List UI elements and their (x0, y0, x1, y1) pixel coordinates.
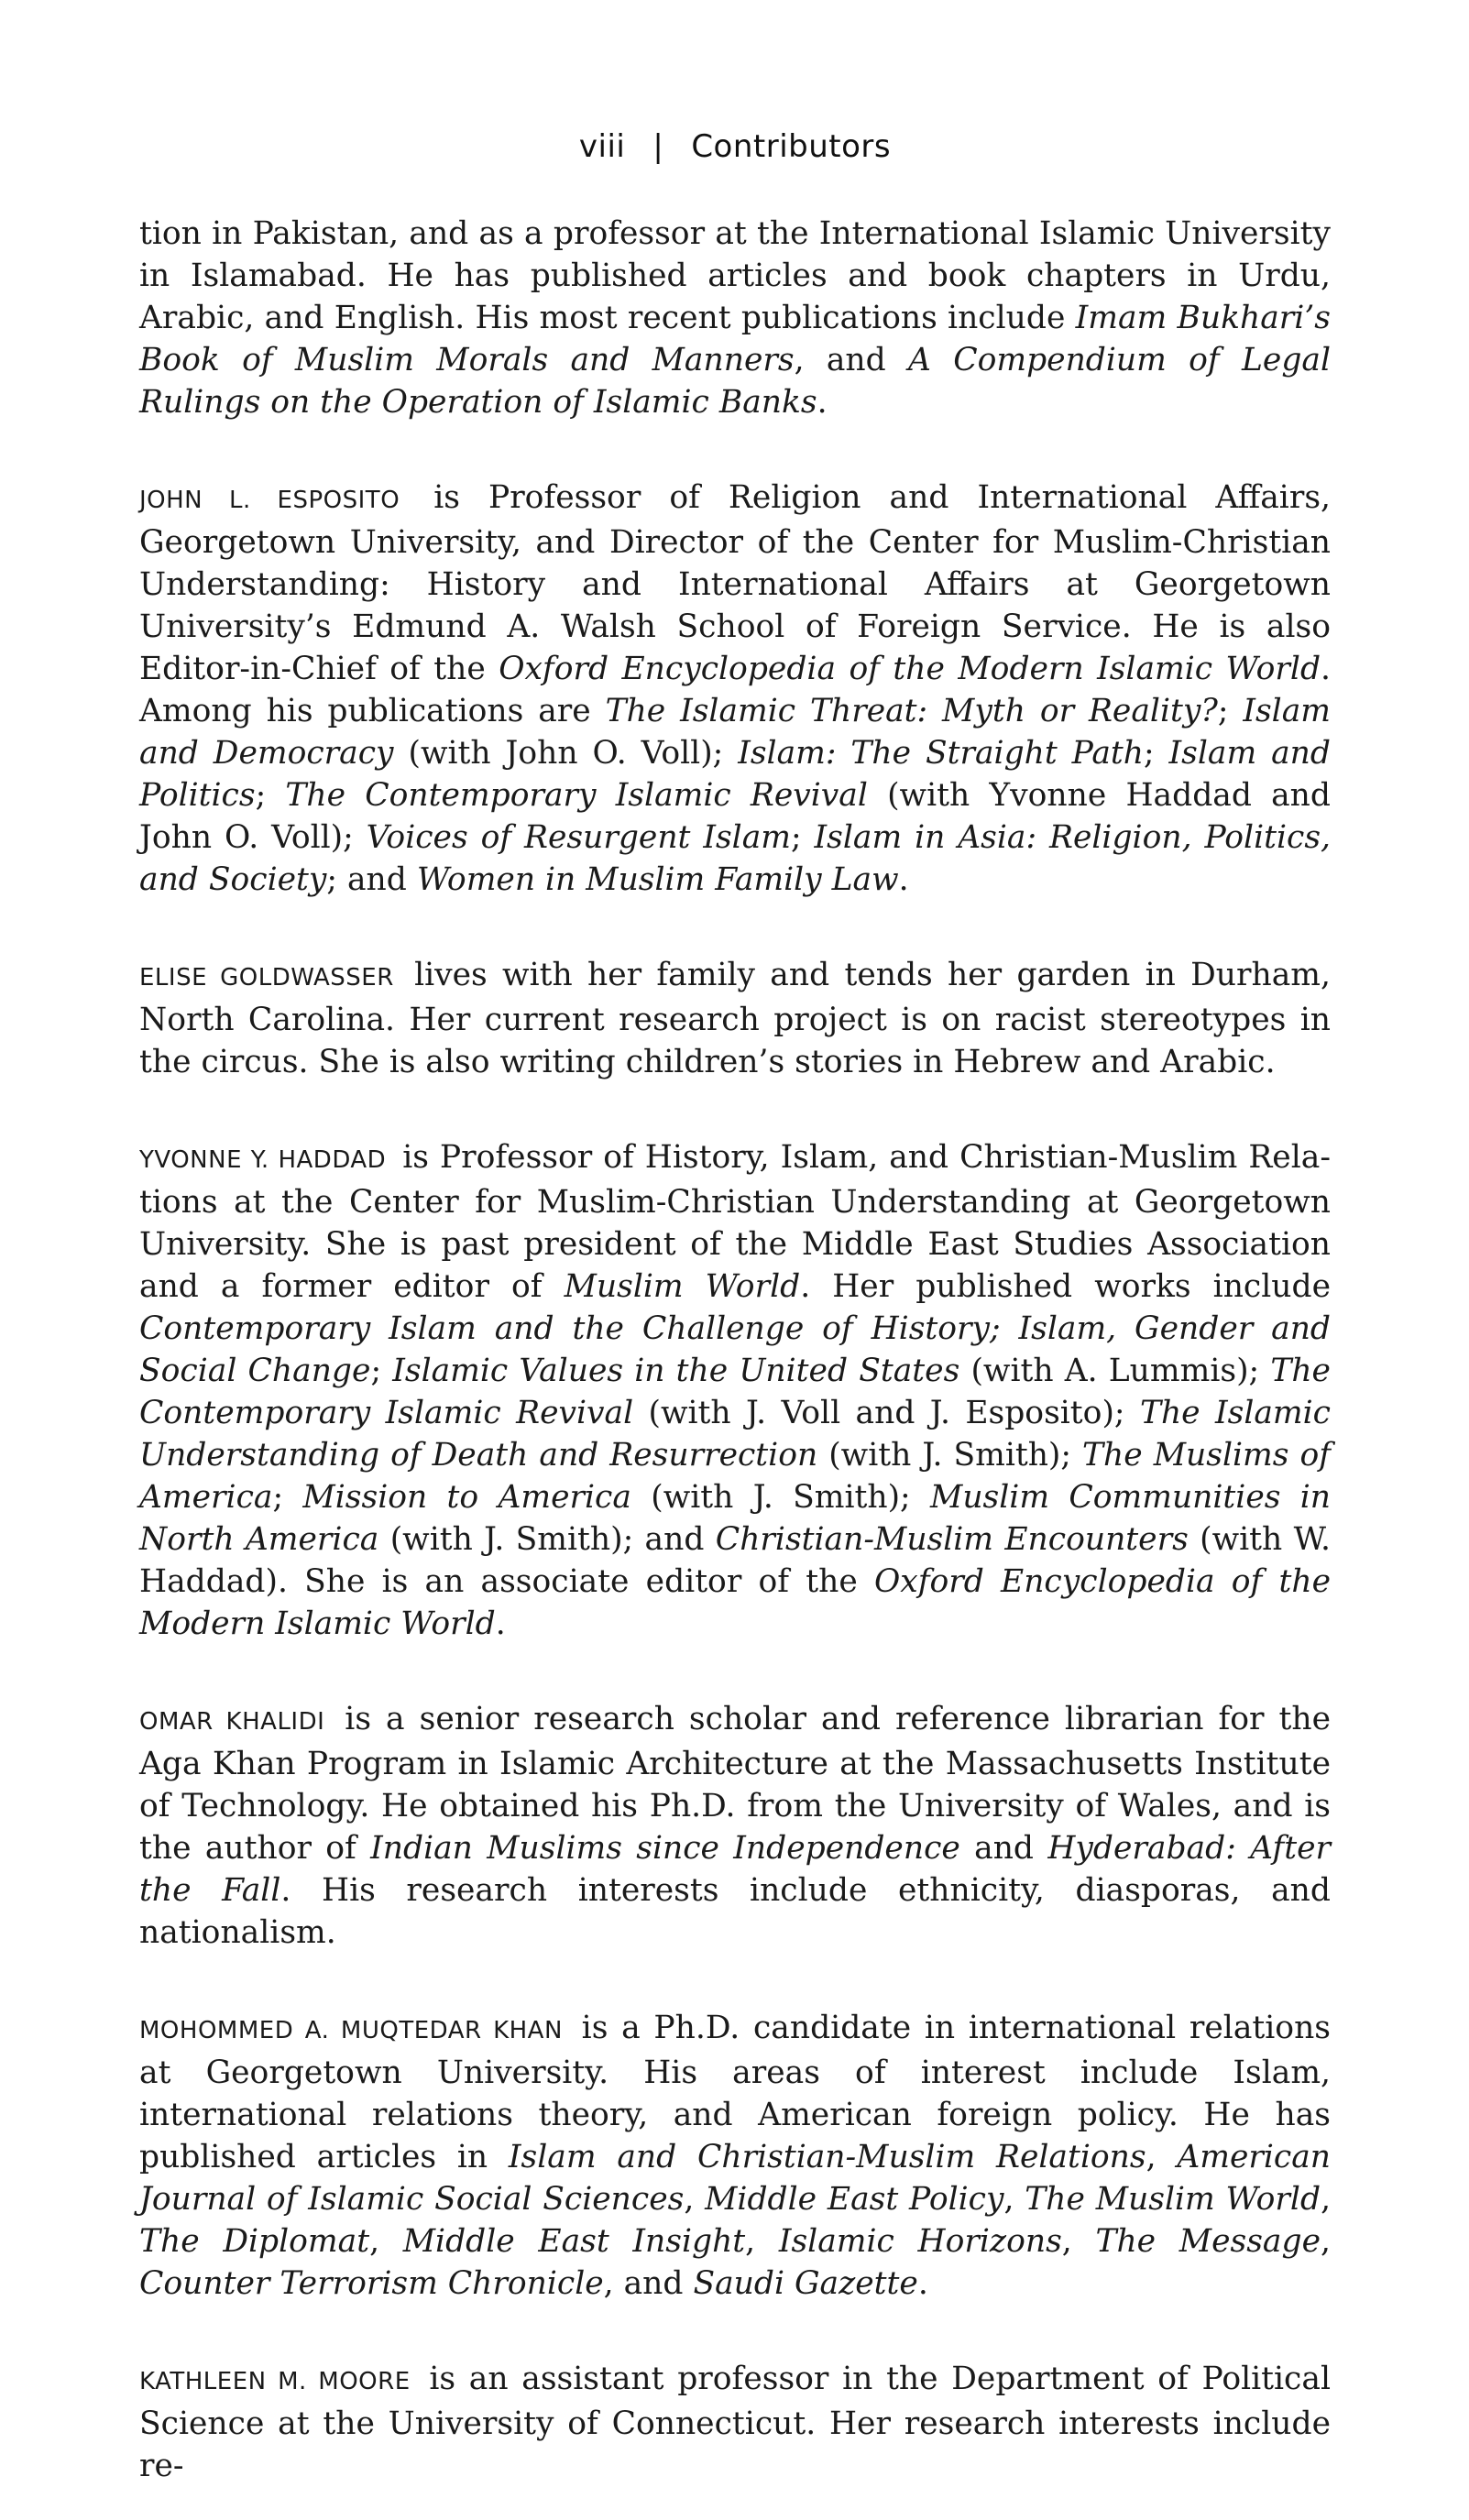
book-title: Women in Muslim Family Law (416, 861, 899, 898)
text: is an assistant professor in the Department of Political Science at the University of Connecticut. Her research interests include re- (139, 2361, 1331, 2484)
book-title: The Contemporary Islamic Revival (139, 1353, 1331, 1431)
book-title: Islam and Politics (139, 735, 1331, 814)
book-title: The Muslims of America (139, 1437, 1331, 1516)
text: (with A. Lummis); (959, 1353, 1271, 1389)
book-title: Islam in Asia: Religion, Politics, and Society (139, 819, 1332, 898)
book-title: Indian Muslims since Independence (370, 1830, 960, 1867)
text: tion in Pakistan, and as a professor at the International Islamic University in Islamabad. He has published articles and book chapters in Urdu, Arabic, and English. His most recent publications include (139, 215, 1331, 336)
book-title: Islam and Democracy (139, 693, 1331, 772)
text: (with John O. Voll); (393, 735, 739, 772)
book-title: Muslim Communities in North America (139, 1479, 1332, 1558)
contributor-name: YVONNE Y. HADDAD (139, 1146, 387, 1174)
text: and (959, 1830, 1048, 1867)
text: . (917, 2265, 928, 2302)
text: ; and (326, 861, 417, 898)
book-title: Contemporary Islam and the Challenge of History; Islam, Gender and Social Change (139, 1310, 1331, 1389)
text: , (1321, 2181, 1332, 2218)
text: ; (255, 777, 286, 814)
contributor-entry-khalidi (139, 1698, 1331, 1954)
text: , and (603, 2265, 694, 2302)
publication-title: The Muslim World (1025, 2181, 1321, 2218)
text: ; (272, 1479, 303, 1516)
book-title: Christian-Muslim Encounters (715, 1521, 1189, 1558)
text: , (684, 2181, 706, 2218)
publication-title: Saudi Gazette (693, 2265, 918, 2302)
section-title: Contributors (691, 128, 892, 165)
text: (with W. Haddad). She is an associate editor of the (139, 1521, 1332, 1600)
running-head-separator: | (652, 128, 664, 165)
contributor-name: KATHLEEN M. MOORE (139, 2368, 411, 2395)
contributor-entry-moore (139, 2358, 1331, 2487)
text: ; (790, 819, 815, 856)
book-title: The Islamic Threat: Myth or Reality? (605, 693, 1218, 729)
text: , (1146, 2139, 1178, 2175)
book-title: Oxford Encyclopedia of the Modern Islamic World (139, 1563, 1331, 1642)
text: . (817, 384, 828, 421)
book-title: Mission to America (302, 1479, 631, 1516)
running-head (139, 128, 1331, 165)
text: (with Yvonne Haddad and John O. Voll); (139, 777, 1331, 856)
publication-title: The Message (1095, 2223, 1321, 2260)
text: , (1061, 2223, 1096, 2260)
book-title: Islamic Values in the United States (392, 1353, 960, 1389)
publication-title: Counter Terrorism Chronicle (139, 2265, 604, 2302)
book-title: The Islamic Understanding of Death and Resurrection (139, 1395, 1331, 1474)
book-title: A Compendium of Legal Rulings on the Operation of Islamic Banks (139, 342, 1332, 421)
book-title: Voices of Resurgent Islam (366, 819, 791, 856)
contributor-entry-khan (139, 2007, 1331, 2305)
text: . Her published works include (800, 1268, 1331, 1305)
document-page (139, 128, 1331, 2487)
book-title: Islam: The Straight Path (738, 735, 1144, 772)
text: . Among his publications are (139, 651, 1332, 729)
text: . (898, 861, 909, 898)
publication-title: Middle East Policy (705, 2181, 1004, 2218)
publication-title: American Journal of Islamic Social Sciences (139, 2139, 1332, 2218)
page-number: viii (578, 128, 626, 165)
text: . His research interests include ethnicity, diasporas, and nationalism. (139, 1872, 1331, 1951)
publication-title: Islamic Horizons (778, 2223, 1062, 2260)
text: ; (1217, 693, 1244, 729)
contributor-entry-esposito (139, 477, 1331, 901)
text: , and (794, 342, 908, 378)
book-title: Hyderabad: After the Fall (139, 1830, 1331, 1909)
publication-title: Middle East Insight (402, 2223, 746, 2260)
text: , (745, 2223, 779, 2260)
text: (with J. Smith); (817, 1437, 1083, 1474)
text: , (369, 2223, 403, 2260)
text: lives with her family and tends her garden in Durham, North Carolina. Her current research project is on racist stereotypes in the circus. She is also writing children’s stories in Hebrew and Arabic. (139, 957, 1331, 1080)
contributor-name: OMAR KHALIDI (139, 1708, 325, 1736)
text: (with J. Smith); (630, 1479, 930, 1516)
contributor-entry-goldwasser (139, 954, 1331, 1083)
publication-title: The Diplomat (139, 2223, 370, 2260)
book-title: Oxford Encyclopedia of the Modern Islamic World (499, 651, 1321, 687)
publication-title: Islam and Christian-Muslim Relations (508, 2139, 1146, 2175)
contributor-name: JOHN L. ESPOSITO (139, 487, 400, 514)
text: ; (370, 1353, 393, 1389)
contributor-name: ELISE GOLDWASSER (139, 964, 394, 992)
text: is Professor of Religion and International Affairs, Georgetown University, and Director of the Center for Muslim-Christian Understanding: History and International Affairs at Georgetown University’s Edmund A. Walsh School of Foreign Service. He is also Editor-in-Chief of the (139, 479, 1331, 687)
text: is a Ph.D. candidate in international relations at Georgetown University. His areas of interest include Islam, international relations theory, and American foreign policy. He has published articles in (139, 2010, 1331, 2175)
book-title: The Contemporary Islamic Revival (285, 777, 868, 814)
text: , (1321, 2223, 1331, 2260)
text: , (1003, 2181, 1025, 2218)
text: is Professor of History, Islam, and Christian-Muslim Relations at the Center for Muslim-Christian Understanding at Georgetown University. She is past president of the Middle East Studies Association and a former editor of (139, 1139, 1331, 1305)
text: . (495, 1605, 506, 1642)
book-title: Muslim World (564, 1268, 801, 1305)
contributor-entry-haddad (139, 1136, 1331, 1645)
text: (with J. Smith); and (378, 1521, 716, 1558)
text: is a senior research scholar and reference librarian for the Aga Khan Program in Islamic Architecture at the Massachusetts Institute of Technology. He obtained his Ph.D. from the University of Wales, and is the author of (139, 1701, 1332, 1867)
book-title: Imam Bukhari’s Book of Muslim Morals and Manners (139, 300, 1331, 378)
continuation-paragraph (139, 213, 1331, 423)
text: (with J. Voll and J. Esposito); (633, 1395, 1140, 1431)
text: ; (1143, 735, 1169, 772)
contributor-name: MOHOMMED A. MUQTEDAR KHAN (139, 2017, 563, 2044)
